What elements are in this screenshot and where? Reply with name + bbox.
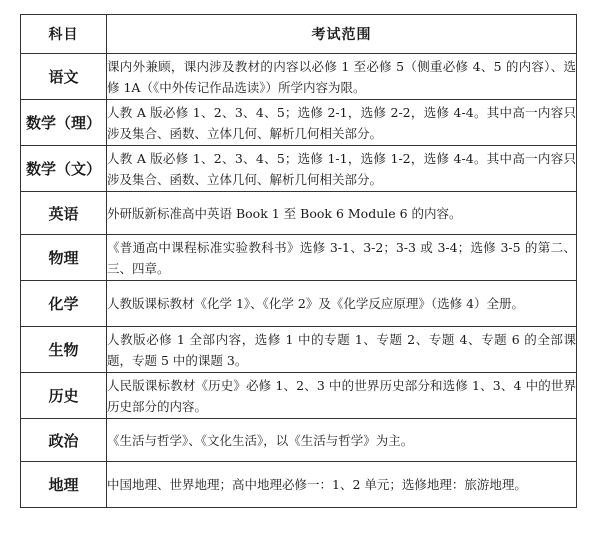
table-row: [21, 462, 577, 508]
subject-cell: 生物: [21, 327, 107, 373]
subject-cell: 历史: [21, 373, 107, 419]
subject-cell: 政治: [21, 419, 107, 462]
table-row: [21, 100, 577, 146]
header-subject: 科目: [21, 15, 107, 54]
scope-cell: 人教 A 版必修 1、2、3、4、5；选修 1-1，选修 1-2，选修 4-4。其中高一内容只涉及集合、函数、立体几何、解析几何相关部分。: [107, 146, 577, 192]
scope-cell: 人教版必修 1 全部内容，选修 1 中的专题 1、专题 2、专题 4、专题 6 的全部课题，专题 5 中的课题 3。: [107, 327, 577, 373]
table-row: [21, 373, 577, 419]
scope-cell: 外研版新标准高中英语 Book 1 至 Book 6 Module 6 的内容。: [107, 192, 577, 235]
subject-cell: 数学（理）: [21, 100, 107, 146]
scope-cell: 《生活与哲学》、《文化生活》，以《生活与哲学》为主。: [107, 419, 577, 462]
subject-cell: 化学: [21, 281, 107, 327]
subject-cell: 语文: [21, 54, 107, 100]
table-row: [21, 235, 577, 281]
table-row: [21, 54, 577, 100]
exam-scope-table: [20, 14, 577, 508]
subject-cell: 地理: [21, 462, 107, 508]
table-header-row: [21, 15, 577, 54]
header-scope: 考试范围: [107, 15, 577, 54]
scope-cell: 人教版课标教材《化学 1》、《化学 2》及《化学反应原理》（选修 4）全册。: [107, 281, 577, 327]
table-row: [21, 146, 577, 192]
scope-cell: 人民版课标教材《历史》必修 1、2、3 中的世界历史部分和选修 1、3、4 中的世界历史部分的内容。: [107, 373, 577, 419]
subject-cell: 物理: [21, 235, 107, 281]
subject-cell: 英语: [21, 192, 107, 235]
scope-cell: 课内外兼顾，课内涉及教材的内容以必修 1 至必修 5（侧重必修 4、5 的内容）、选修 1A（《中外传记作品选读》）所学内容为限。: [107, 54, 577, 100]
table-row: [21, 327, 577, 373]
table-row: [21, 192, 577, 235]
scope-cell: 中国地理、世界地理；高中地理必修一：1、2 单元；选修地理：旅游地理。: [107, 462, 577, 508]
scope-cell: 《普通高中课程标准实验教科书》选修 3-1、3-2；3-3 或 3-4；选修 3-5 的第二、三、四章。: [107, 235, 577, 281]
table-row: [21, 419, 577, 462]
scope-cell: 人教 A 版必修 1、2、3、4、5；选修 2-1，选修 2-2，选修 4-4。其中高一内容只涉及集合、函数、立体几何、解析几何相关部分。: [107, 100, 577, 146]
table-row: [21, 281, 577, 327]
subject-cell: 数学（文）: [21, 146, 107, 192]
